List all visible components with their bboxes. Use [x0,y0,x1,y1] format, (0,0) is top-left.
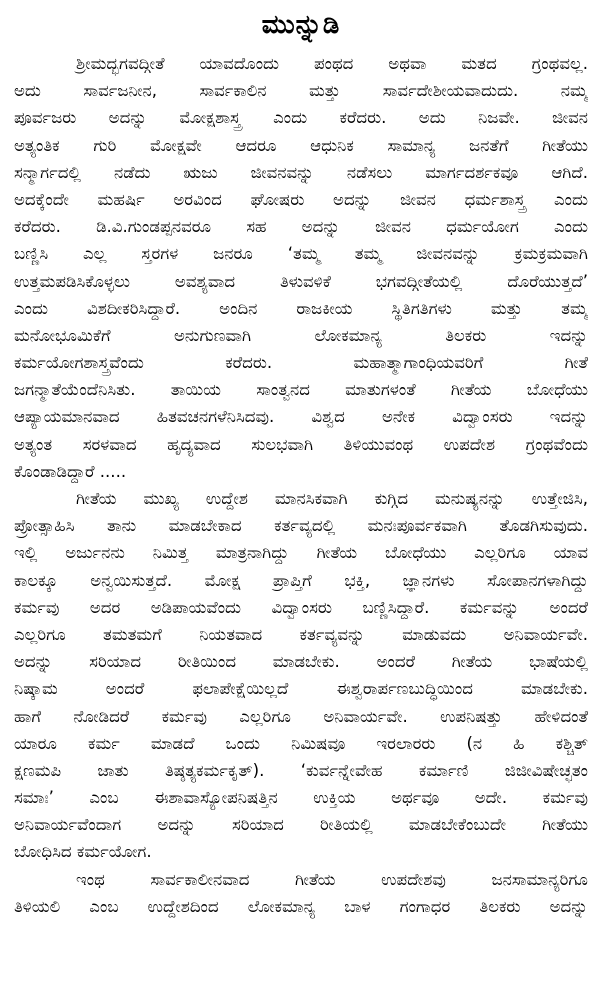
text-line: ಮನೋಭೂಮಿಕೆಗೆ ಅನುಗುಣವಾಗಿ ಲೋಕಮಾನ್ಯ ತಿಲಕರು ಇದನ್ನು [14,325,588,345]
text-line: ಕೊಂಡಾಡಿದ್ದಾರೆ ..... [14,461,127,481]
text-line: ಅದಕ್ಕೆಂದೇ ಮಹರ್ಷಿ ಅರವಿಂದ ಘೋಷರು ಅದನ್ನು ಜೀವನ ಧರ್ಮಶಾಸ್ತ್ರ ಎಂದು [14,189,588,209]
text-line: ನಿಷ್ಕಾಮ ಅಂದರೆ ಫಲಾಪೇಕ್ಷೆಯಿಲ್ಲದೆ ಈಶ್ವರಾರ್ಪಣಬುದ್ಧಿಯಿಂದ ಮಾಡಬೇಕು. [14,679,588,699]
text-line: ಜಗನ್ಮಾತೆಯೆಂದೆನಿಸಿತು. ತಾಯಿಯ ಸಾಂತ್ವನದ ಮಾತುಗಳಂತೆ ಗೀತೆಯ ಬೋಧೆಯು [14,380,588,400]
text-line: ಕಾಲಕ್ಕೂ ಅನ್ವಯಿಸುತ್ತದೆ. ಮೋಕ್ಷ ಪ್ರಾಪ್ತಿಗೆ ಭಕ್ತಿ, ಜ್ಞಾನಗಳು ಸೋಪಾನಗಳಾಗಿದ್ದು [14,570,588,590]
text-line: ಬೋಧಿಸಿದ ಕರ್ಮಯೋಗ. [14,842,152,862]
body-text [14,50,588,920]
text-line: ಶ್ರೀಮದ್ಭಗವದ್ಗೀತೆ ಯಾವದೊಂದು ಪಂಥದ ಅಥವಾ ಮತದ ಗ್ರಂಥವಲ್ಲ. [76,54,588,73]
text-line: ಗೀತೆಯ ಮುಖ್ಯ ಉದ್ದೇಶ ಮಾನಸಿಕವಾಗಿ ಕುಗ್ಗಿದ ಮನುಷ್ಯನನ್ನು ಉತ್ತೇಜಿಸಿ, [76,489,588,508]
paragraph [14,485,588,866]
text-line: ಎಲ್ಲರಿಗೂ ತಮತಮಗೆ ನಿಯತವಾದ ಕರ್ತವ್ಯವನ್ನು ಮಾಡುವದು ಅನಿವಾರ್ಯವೇ. [14,624,588,644]
text-line: ಅತ್ಯಂತಿಕ ಗುರಿ ಮೋಕ್ಷವೇ ಆದರೂ ಆಧುನಿಕ ಸಾಮಾನ್ಯ ಜನತೆಗೆ ಗೀತೆಯು [14,135,588,155]
text-line: ಅತ್ಯಂತ ಸರಳವಾದ ಹೃದ್ಯವಾದ ಸುಲಭವಾಗಿ ತಿಳಿಯುವಂಥ ಉಪದೇಶ ಗ್ರಂಥವೆಂದು [14,434,588,454]
text-line: ಸನ್ಮಾರ್ಗದಲ್ಲಿ ನಡೆದು ಋಜು ಜೀವನವನ್ನು ನಡೆಸಲು ಮಾರ್ಗದರ್ಶಕವೂ ಆಗಿದೆ. [14,162,588,182]
text-line: ಇಂಥ ಸಾರ್ವಕಾಲೀನವಾದ ಗೀತೆಯ ಉಪದೇಶವು ಜನಸಾಮಾನ್ಯರಿಗೂ [76,869,588,889]
text-line: ಕರ್ಮಯೋಗಶಾಸ್ತ್ರವೆಂದು ಕರೆದರು. ಮಹಾತ್ಮಾಗಾಂಧಿಯವರಿಗೆ ಗೀತೆ [14,353,588,373]
text-line: ಹಾಗೆ ನೋಡಿದರೆ ಕರ್ಮವು ಎಲ್ಲರಿಗೂ ಅನಿವಾರ್ಯವೇ. ಉಪನಿಷತ್ತು ಹೇಳಿದಂತೆ [14,706,588,726]
text-line: ಎಂದು ವಿಶದೀಕರಿಸಿದ್ದಾರೆ. ಅಂದಿನ ರಾಜಕೀಯ ಸ್ಥಿತಿಗತಿಗಳು ಮತ್ತು ತಮ್ಮ [14,298,588,318]
text-line: ಬಣ್ಣಿಸಿ ಎಲ್ಲ ಸ್ತರಗಳ ಜನರೂ ‘ತಮ್ಮ ತಮ್ಮ ಜೀವನವನ್ನು ಕ್ರಮಕ್ರಮವಾಗಿ [14,244,588,264]
text-line: ಪ್ರೋತ್ಸಾಹಿಸಿ ತಾನು ಮಾಡಬೇಕಾದ ಕರ್ತವ್ಯದಲ್ಲಿ ಮನಃಪೂರ್ವಕವಾಗಿ ತೊಡಗಿಸುವುದು. [14,516,588,536]
text-line: ಯಾರೂ ಕರ್ಮ ಮಾಡದೆ ಒಂದು ನಿಮಿಷವೂ ಇರಲಾರರು (ನ ಹಿ ಕಶ್ಚಿತ್ [14,733,588,753]
paragraph [14,50,588,485]
text-line: ಕರೆದರು. ಡಿ.ವಿ.ಗುಂಡಪ್ಪನವರೂ ಸಹ ಅದನ್ನು ಜೀವನ ಧರ್ಮಯೋಗ ಎಂದು [14,217,588,237]
text-line: ಅದು ಸಾರ್ವಜನೀನ, ಸಾರ್ವಕಾಲಿನ ಮತ್ತು ಸಾರ್ವದೇಶೀಯವಾದುದು. ನಮ್ಮ [14,81,588,101]
text-line: ಅದನ್ನು ಸರಿಯಾದ ರೀತಿಯಿಂದ ಮಾಡಬೇಕು. ಅಂದರೆ ಗೀತೆಯ ಭಾಷೆಯಲ್ಲಿ [14,652,588,672]
text-line: ಪೂರ್ವಜರು ಅದನ್ನು ಮೋಕ್ಷಶಾಸ್ತ್ರ ಎಂದು ಕರೆದರು. ಅದು ನಿಜವೇ. ಜೀವನ [14,108,588,128]
page-title: ಮುನ್ನುಡಿ [261,10,341,40]
text-line: ಅನಿವಾರ್ಯವೆಂದಾಗ ಅದನ್ನು ಸರಿಯಾದ ರೀತಿಯಲ್ಲಿ ಮಾಡಬೇಕೆಂಬುದೇ ಗೀತೆಯು [14,815,588,835]
text-line: ಆಪ್ಯಾಯಮಾನವಾದ ಹಿತವಚನಗಳೆನಿಸಿದವು. ವಿಶ್ವದ ಅನೇಕ ವಿದ್ವಾಂಸರು ಇದನ್ನು [14,407,588,427]
text-line: ತಿಳಿಯಲಿ ಎಂಬ ಉದ್ದೇಶದಿಂದ ಲೋಕಮಾನ್ಯ ಬಾಳ ಗಂಗಾಧರ ತಿಲಕರು ಅದನ್ನು [14,896,588,916]
text-line: ಸಮಾಃ’ ಎಂಬ ಈಶಾವಾಸ್ಯೋಪನಿಷತ್ತಿನ ಉಕ್ತಿಯ ಅರ್ಥವೂ ಅದೇ. ಕರ್ಮವು [14,788,588,808]
text-line: ಉತ್ತಮಪಡಿಸಿಕೊಳ್ಳಲು ಅವಶ್ಯವಾದ ತಿಳುವಳಿಕೆ ಭಗವದ್ಗೀತೆಯಲ್ಲಿ ದೊರೆಯುತ್ತದೆ’ [14,271,588,291]
text-line: ಕ್ಷಣಮಪಿ ಜಾತು ತಿಷ್ಠತ್ಯಕರ್ಮಕೃತ್). ‘ಕುರ್ವನ್ನೇವೇಹ ಕರ್ಮಾಣಿ ಜಿಜೀವಿಷೇಚ್ಛತಂ [14,760,588,780]
text-line: ಕರ್ಮವು ಅದರ ಅಡಿಪಾಯವೆಂದು ವಿದ್ವಾಂಸರು ಬಣ್ಣಿಸಿದ್ದಾರೆ. ಕರ್ಮವನ್ನು ಅಂದರೆ [14,597,588,617]
text-line: ಇಲ್ಲಿ ಅರ್ಜುನನು ನಿಮಿತ್ತ ಮಾತ್ರನಾಗಿದ್ದು ಗೀತೆಯ ಬೋಧೆಯು ಎಲ್ಲರಿಗೂ ಯಾವ [14,543,588,563]
paragraph [14,866,588,920]
